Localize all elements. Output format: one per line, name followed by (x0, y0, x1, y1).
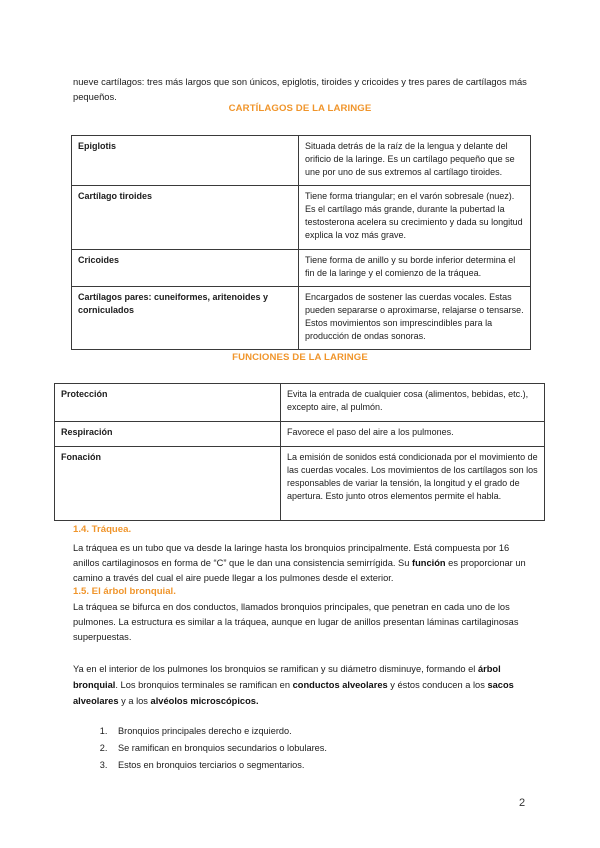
table-row (72, 287, 531, 350)
funcion-term: Fonación (55, 447, 281, 521)
table-row (72, 136, 531, 186)
table-row (55, 422, 545, 447)
bronquios-list (90, 723, 530, 774)
traquea-paragraph (73, 541, 528, 586)
arbol-paragraph-1: La tráquea se bifurca en dos conductos, llamados bronquios principales, que penetran en cada uno de los pulmones. La estructura es similar a la tráquea, aunque en lugar de anillos presentan láminas cartilaginosas superpuestas. (73, 602, 519, 642)
cartilago-term: Cartílagos pares: cuneiformes, aritenoides y corniculados (72, 287, 299, 350)
cartilago-term: Cricoides (72, 250, 299, 287)
cartilago-desc: Tiene forma de anillo y su borde inferior determina el fin de la laringe y el comienzo de la tráquea. (299, 250, 531, 287)
arbol-text: Ya en el interior de los pulmones los bronquios se ramifican y su diámetro disminuye, formando el (73, 664, 478, 674)
funciones-table (54, 383, 545, 521)
list-item: 2. Se ramifican en bronquios secundarios o lobulares. (110, 740, 530, 757)
arbol-keyword: árbol bronquial (73, 664, 501, 690)
cartilago-term: Cartílago tiroides (72, 186, 299, 250)
cartilago-desc: Encargados de sostener las cuerdas vocales. Estas pueden separarse o aproximarse, relajarse o tensarse. Estos movimientos son imprescindibles para la producción de ondas sonoras. (299, 287, 531, 350)
arbol-keyword: alvéolos microscópicos. (150, 696, 259, 706)
cartilago-desc: Tiene forma triangular; en el varón sobresale (nuez). Es el cartílago más grande, durante la pubertad la testosterona acelera su crecimiento y dada su longitud explica la voz más grave. (299, 186, 531, 250)
funcion-desc: Favorece el paso del aire a los pulmones. (281, 422, 545, 447)
funcion-term: Respiración (55, 422, 281, 447)
table-row (72, 186, 531, 250)
cartilagos-table (71, 135, 531, 350)
cartilago-term: Epiglotis (72, 136, 299, 186)
funcion-keyword: función (412, 558, 446, 568)
arbol-heading: 1.5. El árbol bronquial. (73, 586, 176, 597)
list-item: 1. Bronquios principales derecho e izquierdo. (110, 723, 530, 740)
traquea-text: La tráquea es un tubo que va desde la laringe hasta los bronquios principalmente. Está compuesta por 16 anillos cartilaginosos en forma de “C” que le dan una consistencia semirrígida. Su (73, 543, 510, 568)
arbol-paragraph-2 (73, 661, 528, 709)
list-item: 3. Estos en bronquios terciarios o segmentarios. (110, 757, 530, 774)
page-number: 2 (519, 797, 526, 809)
cartilagos-title: CARTÍLAGOS DE LA LARINGE (228, 103, 372, 114)
funcion-desc: Evita la entrada de cualquier cosa (alimentos, bebidas, etc.), excepto aire, al pulmón. (281, 384, 545, 422)
table-row (55, 384, 545, 422)
arbol-keyword: sacos alveolares (73, 680, 514, 706)
funcion-term: Protección (55, 384, 281, 422)
intro-paragraph: nueve cartílagos: tres más largos que son únicos, epiglotis, tiroides y cricoides y tres pares de cartílagos más pequeños. (73, 76, 527, 102)
traquea-heading: 1.4. Tráquea. (73, 524, 132, 535)
table-row (72, 250, 531, 287)
arbol-text: . Los bronquios terminales se ramifican en (115, 680, 293, 690)
arbol-text: y éstos conducen a los (387, 680, 488, 690)
cartilago-desc: Situada detrás de la raíz de la lengua y delante del orificio de la laringe. Es un cartílago pequeño que se une por uno de sus extremos al cartílago tiroides. (299, 136, 531, 186)
arbol-keyword: conductos alveolares (292, 680, 388, 690)
table-row (55, 447, 545, 521)
arbol-text: y a los (118, 696, 151, 706)
traquea-text: es proporcionar un camino a través del cual el aire puede llegar a los pulmones desde el exterior. (73, 558, 526, 583)
funcion-desc: La emisión de sonidos está condicionada por el movimiento de las cuerdas vocales. Los movimientos de los cartílagos son los responsables de variar la tensión, la longitud y el grado de apertura. Esto junto otros elementos permite el habla. (281, 447, 545, 521)
funciones-title: FUNCIONES DE LA LARINGE (232, 352, 368, 363)
